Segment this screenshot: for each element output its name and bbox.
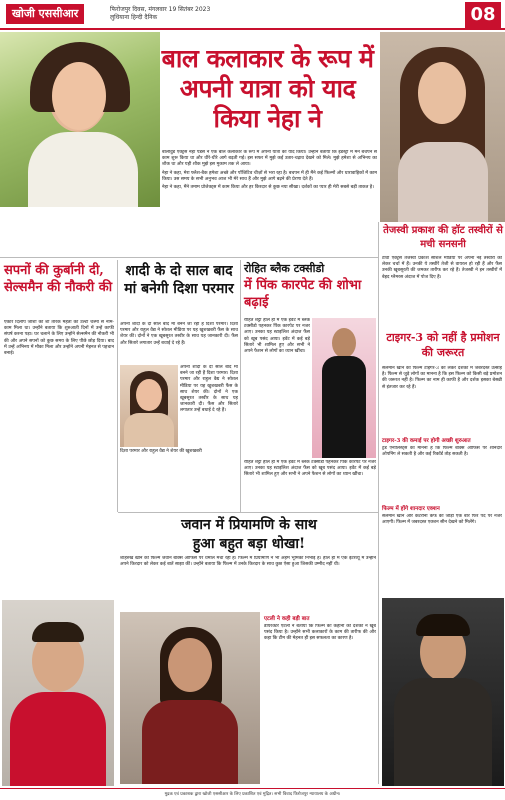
- main-story-body: [162, 150, 377, 255]
- salman-photo: [382, 598, 504, 786]
- priyamani-photo: [120, 612, 260, 784]
- tiger3-subhead-1: टाइगर-3 की कमाई पर होगी अच्छी शुरुआत: [382, 438, 471, 444]
- newspaper-logo: खोजी एससीआर: [6, 4, 84, 24]
- page-number: 08: [465, 2, 501, 28]
- tejasswi-headline: तेजस्वी प्रकाश की हॉट तस्वीरों से मची सनसनी: [383, 225, 503, 250]
- divider: [0, 257, 378, 258]
- dateline-date: फिरोजपुर दिवस, मंगलवार 19 सितंबर 2023: [110, 6, 211, 13]
- main-story-para-3: नेहा ने कहा, मैंने तमाम प्रोजेक्ट्स में काम किया और हर किरदार से कुछ नया सीखा। दर्शकों का प्यार ही मेरी सबसे बड़ी ताकत है।: [162, 185, 374, 191]
- rohit-headline-1: रोहित ब्लैक टक्सीडो: [244, 262, 325, 275]
- neha-photo: [0, 32, 160, 207]
- tiger3-subhead-2-body: सलमान खान और कटरीना कैफ की जोड़ी एक बार फिर पर्दे पर नजर आएगी। फिल्म में जबरदस्त एक्शन सीन देखने को मिलेंगे।: [382, 514, 502, 526]
- divider: [117, 260, 118, 512]
- dateline-edition: लुधियाना हिन्दी दैनिक: [110, 14, 158, 21]
- masthead: [0, 0, 505, 30]
- rohit-photo: [312, 318, 376, 458]
- disha-caption: दिशा परमार और राहुल वैद्य ने शेयर की खुशखबरी: [120, 449, 202, 454]
- disha-headline: शादी के दो साल बाद मां बनेगी दिशा परमार: [124, 263, 234, 297]
- jawan-subhead-body: डायरेक्टर एटली ने बताया कि फिल्म की कहानी को दर्शकों ने खूब पसंद किया है। उन्होंने सभी कलाकारों के काम की तारीफ की और कहा कि टीम की मेहनत ही इस सफलता का कारण है।: [264, 624, 376, 642]
- main-story-para-2: नेहा ने कहा, मेरा फ्लैश-बैक हमेशा अच्छे और पॉजिटिव चीज़ों से भरा रहा है। बचपन में ही मैंने कई फिल्मों और धारावाहिकों में काम किया। उस समय के सभी अनुभव आज भी मेरे साथ हैं और मुझे आगे बढ़ने की प्रेरणा देते हैं।: [162, 170, 377, 182]
- tiger3-headline: टाइगर-3 को नहीं है प्रमोशन की जरूरत: [386, 331, 500, 359]
- tiger3-subhead-2: फिल्म में होंगे शानदार एक्शन: [382, 506, 440, 512]
- disha-body: अपनी शादी के दो साल बाद मां बनने जा रही हैं दिशा परमार। दिशा परमार और राहुल वैद्य ने सोशल मीडिया पर यह खुशखबरी फैंस के साथ शेयर की। दोनों ने एक खूबसूरत तस्वीर के साथ यह जानकारी दी। फैंस और सितारे लगातार उन्हें बधाई दे रहे हैं।: [120, 322, 238, 346]
- tejasswi-body: टीवी एक्ट्रेस तेजस्वी प्रकाश सोशल मीडिया पर अपनी नई तस्वीरों को लेकर चर्चा में हैं। उनकी ये तस्वीरें तेजी से वायरल हो रही हैं और फैंस उनकी खूबसूरती की जमकर तारीफ कर रहे हैं। तेजस्वी ने इन तस्वीरों में बेहद ग्लैमरस अंदाज में पोज दिए हैं।: [382, 256, 502, 280]
- tiger3-subhead-1-body: ट्रेड एनालिस्ट्स का मानना है कि फिल्म बॉक्स ऑफिस पर शानदार ओपनिंग ले सकती है और कई रिकॉर्ड तोड़ सकती है।: [382, 446, 502, 458]
- rohit-headline-2: में पिंक कारपेट की शोभा बढ़ाई: [244, 278, 362, 310]
- main-story-para-1: बालीवुड एक्ट्रेस नेहा पेंडसे ने एक बाल कलाकार के रूप में अपनी यात्रा को याद किया। उन्होंने बताया कि इंडस्ट्री में मैंने बचपन से काम शुरू किया था और धीरे-धीरे आगे बढ़ती गई। इस सफर में मुझे कई उतार-चढ़ाव देखने को मिले। मुझे हमेशा से अभिनय का शौक था और यही शौक मुझे इस मुकाम तक ले आया।: [162, 150, 377, 168]
- dateline: [110, 6, 360, 22]
- divider: [378, 222, 379, 784]
- sapno-body: एक्टर दिलीप जोशी का शो तारक मेहता का उल्टा चश्मा से नाम-काम मिला था। उन्होंने बताया कि शुरुआती दिनों में उन्हें काफी संघर्ष करना पड़ा। घर चलाने के लिए उन्होंने सेल्समैन की नौकरी भी की और अपने सपनों को कुछ समय के लिए पीछे छोड़ दिया। बाद में उन्हें अभिनय में मौका मिला और उन्होंने अपनी मेहनत से पहचान बनाई।: [4, 320, 114, 357]
- jawan-subhead: एटली ने कही बड़ी बात: [264, 616, 310, 622]
- disha-body-col: अपनी शादी के दो साल बाद मां बनने जा रही हैं दिशा परमार। दिशा परमार और राहुल वैद्य ने सोशल मीडिया पर यह खुशखबरी फैंस के साथ शेयर की। दोनों ने एक खूबसूरत तस्वीर के साथ यह जानकारी दी। फैंस और सितारे लगातार उन्हें बधाई दे रहे हैं।: [180, 365, 238, 414]
- jawan-body: शाहरुख खान की फिल्म जवान बॉक्स ऑफिस पर धमाल मचा रही है। फिल्म में प्रियामणि ने भी अहम भूमिका निभाई है। हाल ही में एक इंटरव्यू में उन्होंने अपने किरदार को लेकर कई बातें साझा कीं। उन्होंने बताया कि फिल्म में उनके किरदार के साथ कुछ ऐसा हुआ जिसकी उम्मीद नहीं थी।: [120, 556, 376, 568]
- jawan-headline-2: हुआ बहुत बड़ा धोखा!: [192, 536, 306, 552]
- main-headline: बाल कलाकार के रूप में अपनी यात्रा को याद किया नेहा ने: [161, 44, 374, 133]
- tiger3-body: सलमान खान की फिल्म टाइगर-3 को लेकर दर्शकों में जबरदस्त उत्साह है। फिल्म से जुड़े लोगों का मानना है कि इस फिल्म को किसी बड़े प्रमोशन की जरूरत नहीं है। फिल्म का नाम ही काफी है और दर्शक इसका बेसब्री से इंतजार कर रहे हैं।: [382, 366, 502, 390]
- tejasswi-photo: [380, 32, 505, 222]
- dilip-photo: [2, 600, 114, 786]
- sapno-headline: सपनों की कुर्बानी दी, सेल्समैन की नौकरी की: [4, 263, 113, 295]
- jawan-headline-1: जवान में प्रियामणि के साथ: [181, 517, 317, 533]
- disha-photo-1: [120, 365, 178, 447]
- rohit-body-lower: रोहित शेट्टी हाल ही में एक इवेंट में ब्लैक टक्सीडो पहनकर पिंक कारपेट पर नजर आए। उनका यह स्टाइलिश अंदाज फैंस को खूब पसंद आया। इवेंट में कई बड़े सितारे भी शामिल हुए और सभी ने अपने फैशन से लोगों का ध्यान खींचा।: [244, 460, 376, 478]
- divider: [240, 260, 241, 512]
- footer-imprint: मुद्रक एवं प्रकाशक द्वारा खोजी एससीआर के लिए प्रकाशित एवं मुद्रित। सभी विवाद फिरोजपुर न्यायालय के अधीन।: [0, 788, 505, 800]
- divider: [118, 512, 378, 513]
- rohit-body: रोहित शेट्टी हाल ही में एक इवेंट में ब्लैक टक्सीडो पहनकर पिंक कारपेट पर नजर आए। उनका यह स्टाइलिश अंदाज फैंस को खूब पसंद आया। इवेंट में कई बड़े सितारे भी शामिल हुए और सभी ने अपने फैशन से लोगों का ध्यान खींचा।: [244, 318, 310, 355]
